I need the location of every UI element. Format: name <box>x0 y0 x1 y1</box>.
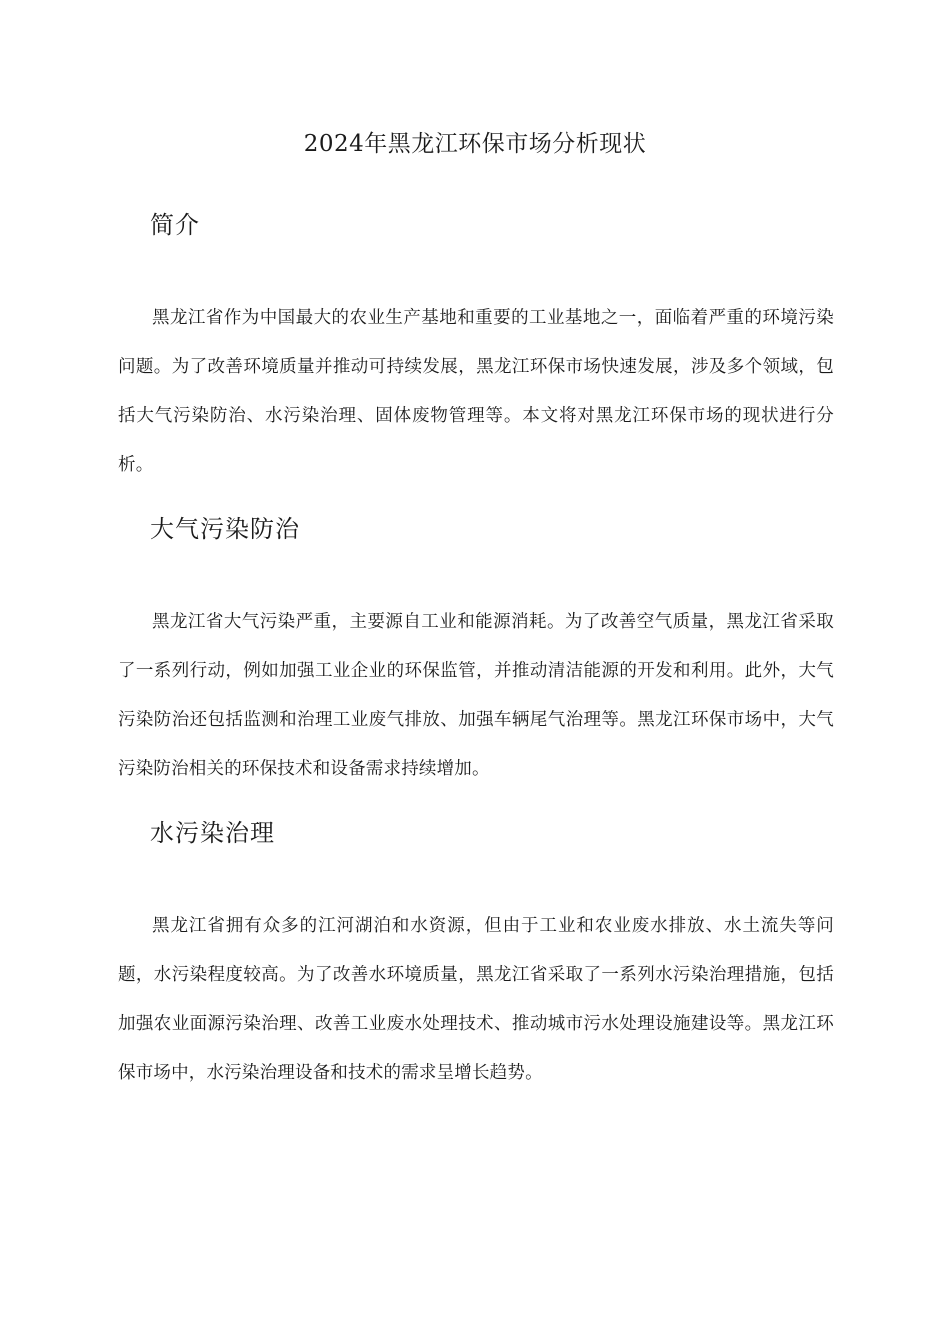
section-heading-water-pollution: 水污染治理 <box>150 819 275 847</box>
document-title: 2024年黑龙江环保市场分析现状 <box>303 131 647 157</box>
section-heading-air-pollution: 大气污染防治 <box>150 515 300 543</box>
section-paragraph-water-pollution: 黑龙江省拥有众多的江河湖泊和水资源，但由于工业和农业废水排放、水土流失等问题，水污染程度较高。为了改善水环境质量，黑龙江省采取了一系列水污染治理措施，包括加强农业面源污染治理、改善工业废水处理技术、推动城市污水处理设施建设等。黑龙江环保市场中，水污染治理设备和技术的需求呈增长趋势。 <box>118 916 834 1083</box>
section-heading-intro: 简介 <box>150 211 200 239</box>
section-paragraph-intro: 黑龙江省作为中国最大的农业生产基地和重要的工业基地之一，面临着严重的环境污染问题。为了改善环境质量并推动可持续发展，黑龙江环保市场快速发展，涉及多个领域，包括大气污染防治、水污染治理、固体废物管理等。本文将对黑龙江环保市场的现状进行分析。 <box>118 308 834 475</box>
section-paragraph-air-pollution: 黑龙江省大气污染严重，主要源自工业和能源消耗。为了改善空气质量，黑龙江省采取了一系列行动，例如加强工业企业的环保监管，并推动清洁能源的开发和利用。此外，大气污染防治还包括监测和治理工业废气排放、加强车辆尾气治理等。黑龙江环保市场中，大气污染防治相关的环保技术和设备需求持续增加。 <box>118 612 834 779</box>
